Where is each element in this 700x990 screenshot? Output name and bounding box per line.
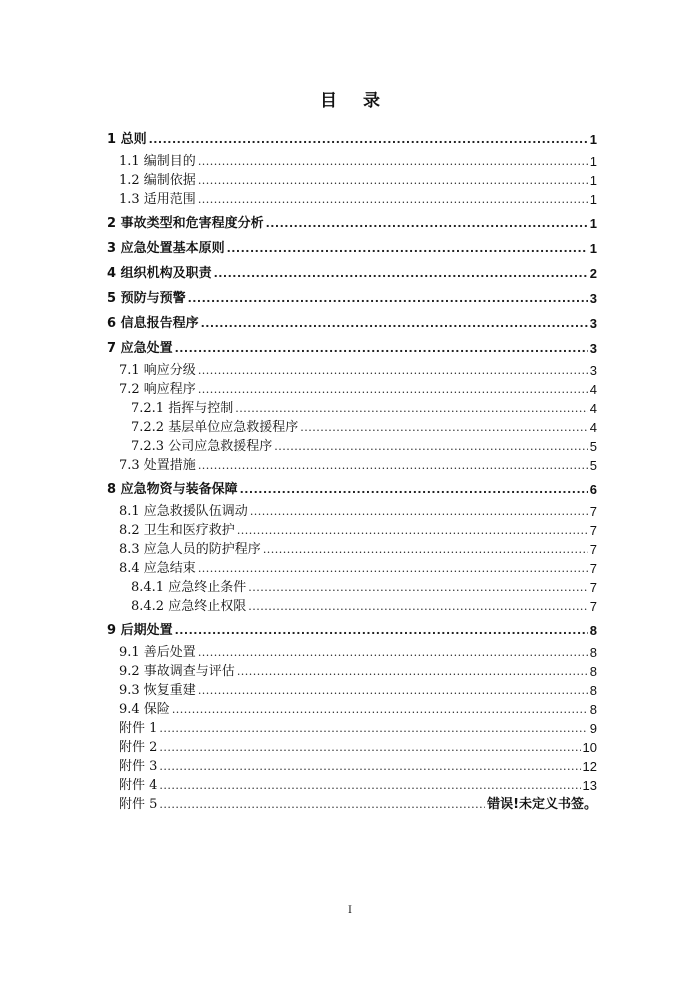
dot-leader [248,578,588,597]
toc-entry[interactable] [107,361,597,380]
toc-entry-label: 4 组织机构及职责 [107,266,212,281]
footer-page-number: I [348,905,352,916]
toc-entry[interactable] [107,239,597,259]
toc-entry-label: 附件 4 [119,778,158,793]
toc-entry-page-number: 8 [589,702,597,717]
toc-entry[interactable] [107,399,597,418]
toc-entry[interactable] [107,621,597,641]
toc-entry-page-number: 3 [589,341,597,356]
toc-entry-page-number: 12 [582,759,597,774]
toc-entry-label: 8 应急物资与装备保障 [107,482,238,497]
toc-entry-page-number: 8 [589,664,597,679]
toc-entry-page-number: 1 [589,173,597,188]
toc-entry[interactable] [107,776,597,795]
toc-entry[interactable] [107,578,597,597]
toc-entry-page-number: 4 [589,401,597,416]
toc-entry-page-number: 5 [589,439,597,454]
dot-leader [198,171,588,190]
toc-entry-page-number: 3 [589,363,597,378]
toc-entry-error-message: 错误!未定义书签。 [487,797,597,812]
dot-leader [188,289,588,309]
toc-entry[interactable] [107,339,597,359]
toc-entry[interactable] [107,643,597,662]
toc-entry-page-number: 9 [589,721,597,736]
toc-entry[interactable] [107,314,597,334]
toc-entry[interactable] [107,681,597,700]
toc-entry[interactable] [107,289,597,309]
dot-leader [263,540,588,559]
toc-entry[interactable] [107,152,597,171]
dot-leader [198,361,588,380]
dot-leader [198,190,588,209]
toc-entry-label: 1.1 编制目的 [119,154,196,169]
toc-entry[interactable] [107,662,597,681]
toc-entry[interactable] [107,540,597,559]
toc-entry-page-number: 1 [589,241,597,256]
toc-entry-page-number: 8 [589,683,597,698]
toc-entry-page-number: 1 [589,154,597,169]
toc-entry[interactable] [107,190,597,209]
toc-entry-label: 8.1 应急救援队伍调动 [119,504,248,519]
toc-entry-label: 9.2 事故调查与评估 [119,664,235,679]
toc-entry-label: 7.2.2 基层单位应急救援程序 [131,420,299,435]
toc-entry-page-number: 7 [589,580,597,595]
toc-entry-label: 9.3 恢复重建 [119,683,196,698]
toc-entry-label: 1.2 编制依据 [119,173,196,188]
toc-entry[interactable] [107,719,597,738]
toc-entry[interactable] [107,700,597,719]
toc-entry[interactable] [107,456,597,475]
toc-entry-page-number: 6 [589,482,597,497]
toc-entry-label: 8.4.2 应急终止权限 [131,599,247,614]
dot-leader [198,559,588,578]
dot-leader [266,214,588,234]
dot-leader [201,314,588,334]
toc-entry-page-number: 1 [589,132,597,147]
toc-entry-label: 附件 2 [119,740,158,755]
dot-leader [198,681,588,700]
toc-entry-page-number: 5 [589,458,597,473]
toc-entry[interactable] [107,171,597,190]
dot-leader [227,239,588,259]
dot-leader [274,437,588,456]
dot-leader [214,264,588,284]
dot-leader [159,719,587,738]
dot-leader [250,502,588,521]
toc-entry-label: 9.4 保险 [119,702,170,717]
toc-entry-page-number: 4 [589,420,597,435]
toc-entry-label: 7 应急处置 [107,341,173,356]
toc-entry[interactable] [107,418,597,437]
toc-entry-label: 8.3 应急人员的防护程序 [119,542,261,557]
toc-entry-label: 9.1 善后处置 [119,645,196,660]
dot-leader [235,399,588,418]
toc-entry[interactable] [107,757,597,776]
toc-entry-page-number: 10 [582,740,597,755]
dot-leader [237,521,588,540]
dot-leader [198,456,588,475]
toc-entry-page-number: 3 [589,291,597,306]
table-of-contents [107,130,597,814]
toc-entry-page-number: 7 [589,599,597,614]
toc-entry[interactable] [107,130,597,150]
dot-leader [198,380,588,399]
toc-entry[interactable] [107,521,597,540]
toc-entry[interactable] [107,437,597,456]
toc-entry[interactable] [107,597,597,616]
toc-entry-page-number: 13 [582,778,597,793]
dot-leader [240,480,588,500]
toc-entry-label: 7.1 响应分级 [119,363,196,378]
toc-entry-page-number: 8 [589,645,597,660]
toc-entry-label: 7.2.1 指挥与控制 [131,401,234,416]
dot-leader [159,738,580,757]
toc-entry-page-number: 7 [589,542,597,557]
toc-entry[interactable] [107,214,597,234]
toc-entry-label: 7.2 响应程序 [119,382,196,397]
dot-leader [159,757,580,776]
toc-entry-label: 6 信息报告程序 [107,316,199,331]
toc-entry-label: 8.2 卫生和医疗救护 [119,523,235,538]
toc-entry-label: 2 事故类型和危害程度分析 [107,216,264,231]
toc-entry-label: 附件 1 [119,721,158,736]
toc-entry-label: 1 总则 [107,132,147,147]
toc-entry-label: 3 应急处置基本原则 [107,241,225,256]
dot-leader [149,130,588,150]
toc-entry[interactable] [107,559,597,578]
toc-entry[interactable] [107,480,597,500]
toc-entry[interactable] [107,795,597,814]
toc-entry[interactable] [107,502,597,521]
dot-leader [175,339,588,359]
dot-leader [159,795,485,814]
dot-leader [172,700,588,719]
dot-leader [198,152,588,171]
dot-leader [300,418,588,437]
toc-entry-page-number: 3 [589,316,597,331]
toc-entry-label: 8.4 应急结束 [119,561,196,576]
toc-entry-page-number: 7 [589,561,597,576]
toc-entry-label: 9 后期处置 [107,623,173,638]
dot-leader [159,776,580,795]
toc-entry[interactable] [107,738,597,757]
toc-entry-label: 1.3 适用范围 [119,192,196,207]
toc-entry-page-number: 1 [589,192,597,207]
toc-entry-page-number: 2 [589,266,597,281]
toc-entry[interactable] [107,380,597,399]
toc-entry-page-number: 4 [589,382,597,397]
dot-leader [198,643,588,662]
toc-entry-label: 附件 3 [119,759,158,774]
toc-entry-page-number: 1 [589,216,597,231]
toc-entry-page-number: 7 [589,504,597,519]
dot-leader [248,597,588,616]
toc-entry-label: 7.2.3 公司应急救援程序 [131,439,273,454]
dot-leader [237,662,588,681]
toc-entry-label: 附件 5 [119,797,158,812]
toc-entry-label: 8.4.1 应急终止条件 [131,580,247,595]
toc-entry-page-number: 7 [589,523,597,538]
toc-entry[interactable] [107,264,597,284]
toc-entry-label: 7.3 处置措施 [119,458,196,473]
toc-entry-label: 5 预防与预警 [107,291,186,306]
dot-leader [175,621,588,641]
page-title: 目 录 [320,91,390,111]
toc-entry-page-number: 8 [589,623,597,638]
